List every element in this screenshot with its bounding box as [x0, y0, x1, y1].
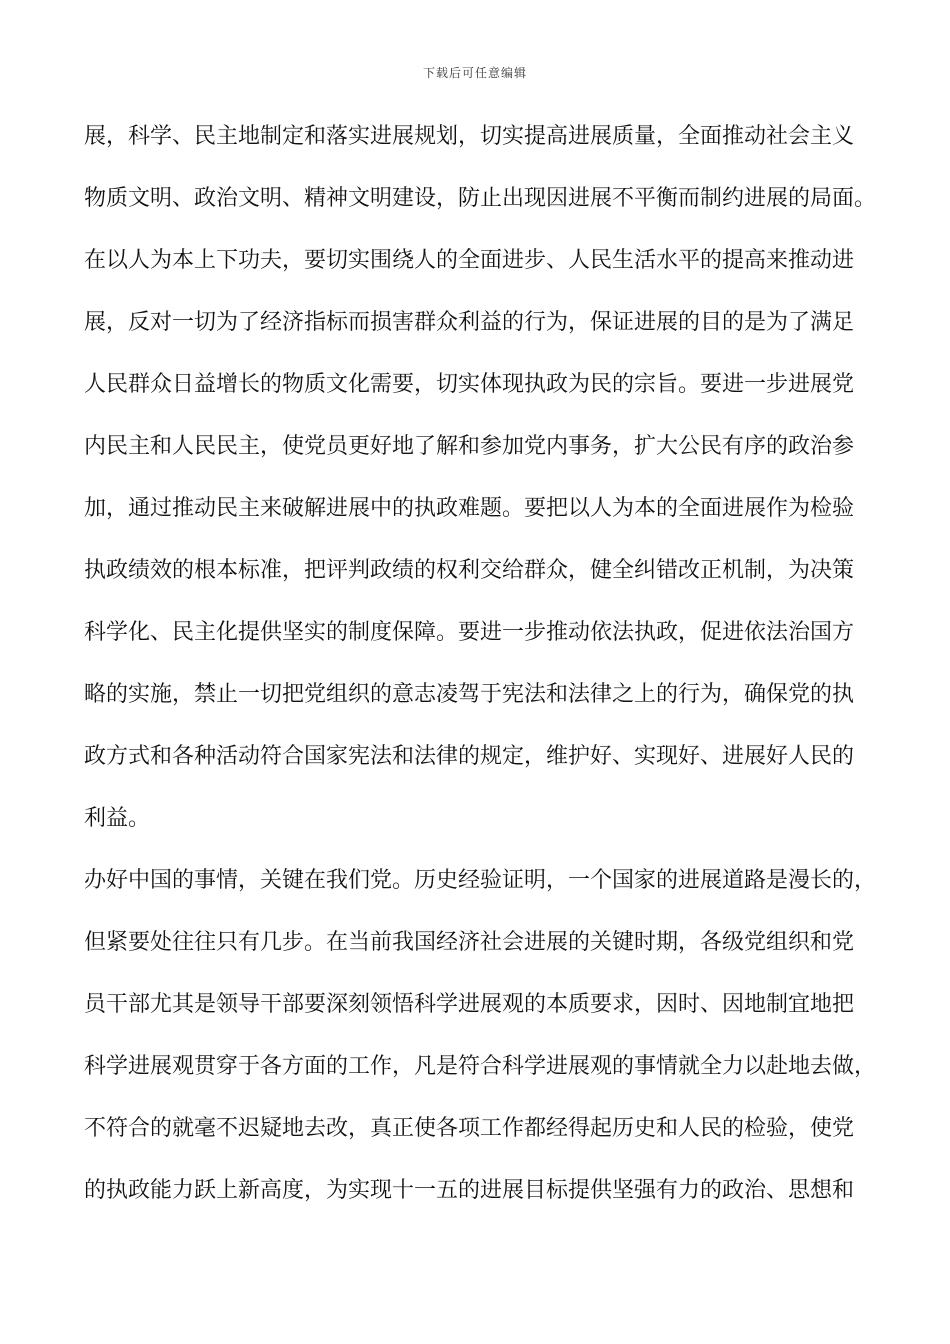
text-line: 员干部尤其是领导干部要深刻领悟科学进展观的本质要求，因时、因地制宜地把: [84, 992, 855, 1017]
text-line: 科学进展观贯穿于各方面的工作，凡是符合科学进展观的事情就全力以赴地去做，: [84, 1054, 877, 1079]
text-line: 加，通过推动民主来破解进展中的执政难题。要把以人为本的全面进展作为检验: [84, 496, 855, 521]
text-line: 内民主和人民民主，使党员更好地了解和参加党内事务，扩大公民有序的政治参: [84, 434, 855, 459]
text-line: 在以人为本上下功夫，要切实围绕人的全面进步、人民生活水平的提高来推动进: [84, 248, 855, 273]
text-line: 执政绩效的根本标准，把评判政绩的权利交给群众，健全纠错改正机制，为决策: [84, 558, 855, 583]
text-line: 但紧要处往往只有几步。在当前我国经济社会进展的关键时期，各级党组织和党: [84, 930, 855, 955]
text-line: 人民群众日益增长的物质文化需要，切实体现执政为民的宗旨。要进一步进展党: [84, 372, 855, 397]
text-line: 办好中国的事情，关键在我们党。历史经验证明，一个国家的进展道路是漫长的，: [84, 868, 877, 893]
text-line: 的执政能力跃上新高度，为实现十一五的进展目标提供坚强有力的政治、思想和: [84, 1178, 855, 1203]
text-line: 利益。: [84, 806, 151, 831]
text-line: 不符合的就毫不迟疑地去改，真正使各项工作都经得起历史和人民的检验，使党: [84, 1116, 855, 1141]
text-line: 展，反对一切为了经济指标而损害群众利益的行为，保证进展的目的是为了满足: [84, 310, 855, 335]
text-line: 物质文明、政治文明、精神文明建设，防止出现因进展不平衡而制约进展的局面。: [84, 186, 877, 211]
text-line: 展，科学、民主地制定和落实进展规划，切实提高进展质量，全面推动社会主义: [84, 124, 855, 149]
text-line: 略的实施，禁止一切把党组织的意志凌驾于宪法和法律之上的行为，确保党的执: [84, 682, 855, 707]
header-note: 下载后可任意编辑: [422, 66, 527, 80]
document-body: [84, 116, 884, 1232]
text-line: 科学化、民主化提供坚实的制度保障。要进一步推动依法执政，促进依法治国方: [84, 620, 855, 645]
text-line: 政方式和各种活动符合国家宪法和法律的规定，维护好、实现好、进展好人民的: [84, 744, 855, 769]
